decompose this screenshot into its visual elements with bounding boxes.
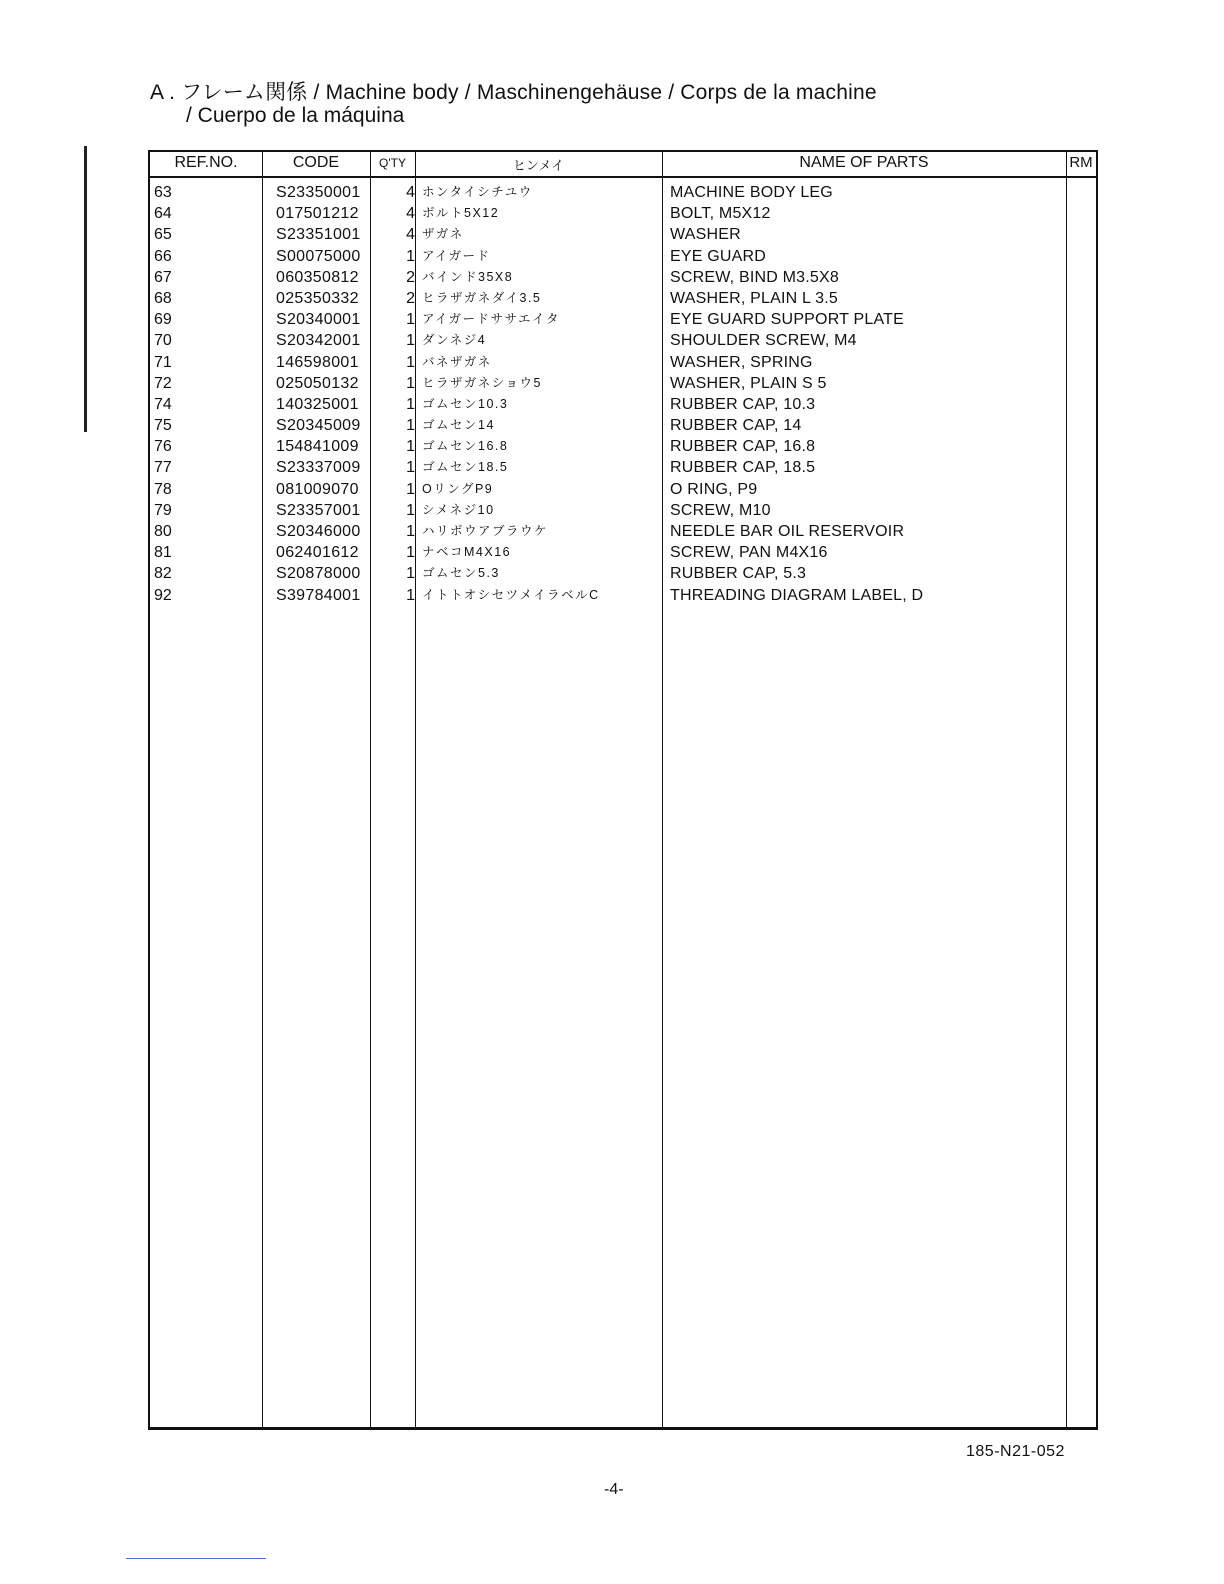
table-row xyxy=(150,394,1096,415)
header-code: CODE xyxy=(292,154,340,171)
quantity: 2 xyxy=(406,268,415,286)
ref-no: 66 xyxy=(154,247,172,265)
part-code: S20342001 xyxy=(276,332,361,350)
kana-name: バネザガネ xyxy=(422,354,492,369)
table-row xyxy=(150,436,1096,457)
quantity: 1 xyxy=(406,480,415,498)
part-name: WASHER, SPRING xyxy=(670,353,813,371)
ref-no: 79 xyxy=(154,501,172,519)
quantity: 1 xyxy=(406,374,415,392)
ref-no: 78 xyxy=(154,480,172,498)
kana-name: ゴムセン16.8 xyxy=(422,439,509,454)
part-name: WASHER, PLAIN L 3.5 xyxy=(670,289,839,307)
part-code: 140325001 xyxy=(276,395,359,413)
ref-no: 64 xyxy=(154,205,172,223)
part-name: SCREW, PAN M4X16 xyxy=(670,544,828,562)
ref-no: 69 xyxy=(154,311,172,329)
part-name: RUBBER CAP, 10.3 xyxy=(670,395,816,413)
kana-name: イトトオシセツメイラベルC xyxy=(422,587,600,602)
kana-name: ゴムセン14 xyxy=(422,418,495,433)
table-row xyxy=(150,500,1096,521)
ref-no: 70 xyxy=(154,332,172,350)
table-row xyxy=(150,330,1096,351)
table-row xyxy=(150,563,1096,584)
part-code: 025350332 xyxy=(276,289,359,307)
ref-no: 77 xyxy=(154,459,172,477)
part-name: RUBBER CAP, 5.3 xyxy=(670,565,807,583)
part-name: MACHINE BODY LEG xyxy=(670,184,833,201)
part-code: 154841009 xyxy=(276,438,359,456)
quantity: 2 xyxy=(406,289,415,307)
section-title: A . フレーム関係 / Machine body / Maschinengehäuse / Corps de la machine xyxy=(150,81,877,104)
quantity: 1 xyxy=(406,247,415,265)
part-name: WASHER, PLAIN S 5 xyxy=(670,374,827,392)
part-code: S20346000 xyxy=(276,523,361,540)
table-row xyxy=(150,309,1096,330)
part-name: WASHER xyxy=(670,226,741,244)
page-number: -4- xyxy=(604,1481,624,1498)
part-name: SCREW, M10 xyxy=(670,501,771,519)
header-rm: RM xyxy=(1069,154,1093,171)
margin-bar xyxy=(84,146,87,432)
parts-table xyxy=(148,150,1098,1430)
table-row xyxy=(150,457,1096,478)
ref-no: 75 xyxy=(154,417,172,435)
header-name: NAME OF PARTS xyxy=(799,154,929,171)
part-name: EYE GUARD SUPPORT PLATE xyxy=(670,311,904,329)
table-row xyxy=(150,246,1096,267)
kana-name: ナベコM4X16 xyxy=(422,545,512,560)
kana-name: ゴムセン18.5 xyxy=(422,460,509,475)
quantity: 1 xyxy=(406,332,415,350)
part-code: 146598001 xyxy=(276,353,359,371)
ref-no: 92 xyxy=(154,586,172,604)
quantity: 4 xyxy=(406,205,415,223)
kana-name: ヒラザガネショウ5 xyxy=(422,375,542,390)
quantity: 4 xyxy=(406,184,415,201)
kana-name: ゴムセン10.3 xyxy=(422,396,509,411)
part-name: EYE GUARD xyxy=(670,247,767,265)
kana-name: ザガネ xyxy=(422,227,464,242)
ref-no: 67 xyxy=(154,268,172,286)
part-name: BOLT, M5X12 xyxy=(670,205,771,223)
document-number: 185-N21-052 xyxy=(966,1443,1065,1460)
table-row xyxy=(150,182,1096,203)
part-name: O RING, P9 xyxy=(670,480,758,498)
part-code: 062401612 xyxy=(276,544,359,562)
ref-no: 81 xyxy=(154,544,172,562)
part-code: S23350001 xyxy=(276,184,361,201)
quantity: 1 xyxy=(406,544,415,562)
header-qty: Q'TY xyxy=(379,156,406,170)
table-row xyxy=(150,288,1096,309)
table-body xyxy=(150,182,1096,606)
table-row xyxy=(150,521,1096,542)
footer-rule xyxy=(126,1558,266,1559)
section-subtitle: / Cuerpo de la máquina xyxy=(186,104,405,127)
kana-name: アイガード xyxy=(422,248,491,263)
part-code: S00075000 xyxy=(276,247,361,265)
quantity: 1 xyxy=(406,565,415,583)
part-name: THREADING DIAGRAM LABEL, D xyxy=(670,586,924,604)
kana-name: ゴムセン5.3 xyxy=(422,566,500,581)
header-ref: REF.NO. xyxy=(174,154,238,171)
part-code: 025050132 xyxy=(276,374,359,392)
kana-name: OリングP9 xyxy=(422,481,494,496)
part-name: SHOULDER SCREW, M4 xyxy=(670,332,857,350)
ref-no: 71 xyxy=(154,353,172,371)
part-code: S23337009 xyxy=(276,459,361,477)
table-row xyxy=(150,203,1096,224)
ref-no: 68 xyxy=(154,289,172,307)
part-name: SCREW, BIND M3.5X8 xyxy=(670,268,839,286)
part-name: NEEDLE BAR OIL RESERVOIR xyxy=(670,523,905,540)
table-row xyxy=(150,373,1096,394)
kana-name: シメネジ10 xyxy=(422,502,495,517)
quantity: 1 xyxy=(406,395,415,413)
part-code: S20345009 xyxy=(276,417,361,435)
part-code: S20340001 xyxy=(276,311,361,329)
header-kana: ヒンメイ xyxy=(512,158,565,173)
header-divider xyxy=(150,176,1096,178)
kana-name: ボルト5X12 xyxy=(422,206,500,221)
quantity: 1 xyxy=(406,353,415,371)
ref-no: 63 xyxy=(154,184,172,201)
table-row xyxy=(150,479,1096,500)
kana-name: ホンタイシチユウ xyxy=(422,185,533,199)
quantity: 1 xyxy=(406,523,415,540)
kana-name: バインド35X8 xyxy=(422,269,514,284)
table-row xyxy=(150,415,1096,436)
ref-no: 80 xyxy=(154,523,172,540)
part-code: 017501212 xyxy=(276,205,359,223)
part-name: RUBBER CAP, 18.5 xyxy=(670,459,816,477)
ref-no: 72 xyxy=(154,374,172,392)
table-row xyxy=(150,352,1096,373)
quantity: 1 xyxy=(406,438,415,456)
kana-name: ダンネジ4 xyxy=(422,333,487,348)
part-code: S20878000 xyxy=(276,565,361,583)
ref-no: 82 xyxy=(154,565,172,583)
part-code: S39784001 xyxy=(276,586,361,604)
ref-no: 76 xyxy=(154,438,172,456)
table-row xyxy=(150,267,1096,288)
part-code: S23357001 xyxy=(276,501,361,519)
quantity: 1 xyxy=(406,417,415,435)
part-code: 081009070 xyxy=(276,480,359,498)
quantity: 1 xyxy=(406,586,415,604)
ref-no: 74 xyxy=(154,395,172,413)
part-code: 060350812 xyxy=(276,268,359,286)
ref-no: 65 xyxy=(154,226,172,244)
quantity: 4 xyxy=(406,226,415,244)
kana-name: ハリボウアブラウケ xyxy=(422,524,549,538)
table-row xyxy=(150,585,1096,606)
quantity: 1 xyxy=(406,501,415,519)
quantity: 1 xyxy=(406,459,415,477)
part-name: RUBBER CAP, 14 xyxy=(670,417,802,435)
table-row xyxy=(150,224,1096,245)
part-code: S23351001 xyxy=(276,226,361,244)
quantity: 1 xyxy=(406,311,415,329)
kana-name: ヒラザガネダイ3.5 xyxy=(422,290,542,305)
table-row xyxy=(150,542,1096,563)
part-name: RUBBER CAP, 16.8 xyxy=(670,438,816,456)
kana-name: アイガードササエイタ xyxy=(422,312,561,327)
